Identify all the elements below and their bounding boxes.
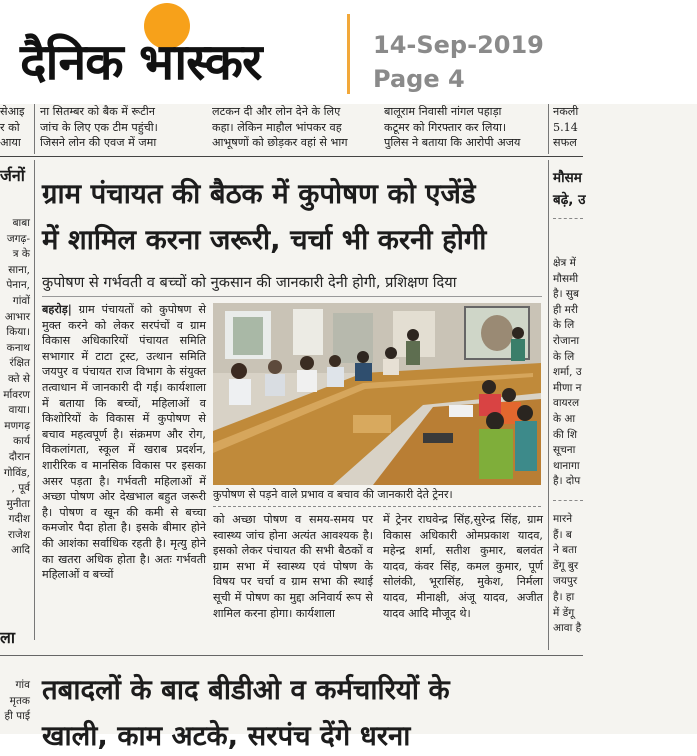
article-photo — [213, 303, 541, 485]
right-column-heading-1: मौसम — [553, 170, 582, 186]
column-rule — [34, 104, 35, 154]
bottom-story-headline-line-2: खाली, काम अटके, सरपंच देंगे धरना — [42, 720, 411, 752]
column-rule — [548, 104, 549, 154]
right-column-text-2: मारने हैं। ब ने बता डेंगू बुर जयपुर है। हा में डेंगू आवा है — [553, 513, 582, 635]
column-rule — [548, 160, 549, 650]
right-column-rule — [553, 500, 583, 501]
article-headline-line-2: में शामिल करना जरूरी, चर्चा भी करनी होगी — [42, 224, 487, 256]
left-column-text: बाबा जगढ़- त्र के साना, पेनान, गांवों आभार किया। कनाथ रंक्षित क्ते से र्मावरण वाया। मणगढ़ कार्य दौरान गोविंड, , पूर्व मुनीता गदीश राजेश आदि — [3, 217, 30, 557]
article-column-3: में ट्रेनर राघवेन्द्र सिंह,सुरेन्द्र सिंह, ग्राम विकास अधिकारी ओमप्रकाश यादव, महेन्द्र शर्मा, सतीश कुमार, बलवंत यादव, कंवर सिंह, कमल कुमार, पूर्ण सोलंकी, भूरासिंह, मुकेश, निर्मला यादव, मीनाक्षी, अंजू यादव, अजीत यादव आदि मौजूद थे। — [383, 513, 543, 620]
edition-date: 14-Sep-2019 — [373, 31, 544, 59]
left-column-heading: र्जनों — [0, 166, 25, 185]
subhead-rule — [42, 296, 542, 297]
section-rule — [0, 655, 583, 656]
masthead — [0, 0, 697, 104]
right-column-text: क्षेत्र में मौसमी है। सुब ही मरी के लि रोजाना के लि शर्मा, उ मीणा न वायरल के आ की शि सूचना थानागा है। दोप — [553, 257, 582, 488]
top-strip-col-5: नकली 5.14 सफल — [553, 105, 579, 150]
page-number: Page 4 — [373, 65, 465, 93]
newspaper-page — [0, 104, 697, 752]
right-column-rule — [553, 218, 583, 219]
article-subheadline: कुपोषण से गर्भवती व बच्चों को नुकसान की जानकारी देनी होगी, प्रशिक्षण दिया — [42, 274, 457, 291]
top-strip-col-1: सेआइ र को आया — [0, 105, 25, 150]
article-column-2: को अच्छा पोषण व समय-समय पर स्वास्थ्य जांच होना अत्यंत आवश्यक है। इसको लेकर पंचायत की सभी बैठकों व ग्राम सभा में स्वास्थ्य एवं पोषण के विषय पर चर्चा व ग्राम सभा की स्थाई सूची में पोषण का मुद्दा अनिवार्य रूप से शामिल करना होगा। कार्यशाला — [213, 513, 373, 620]
section-rule — [0, 156, 583, 157]
top-strip-col-3: लटकन दी और लोन देने के लिए कहा। लेकिन माहौल भांपकर वह आभूषणों को छोड़कर वहां से भाग — [212, 105, 348, 150]
article-dateline: बहरोड़| — [42, 302, 72, 316]
right-column-heading-2: बढ़े, उ — [553, 192, 586, 208]
masthead-divider — [347, 14, 350, 94]
article-headline-line-1: ग्राम पंचायत की बैठक में कुपोषण को एजेंडे — [42, 178, 476, 210]
top-strip-col-4: बालूराम निवासी नांगल पहाड़ा कटूमर को गिरफ्तार कर लिया। पुलिस ने बताया कि आरोपी अजय — [384, 105, 521, 150]
article-column-1 — [42, 302, 206, 650]
top-strip-col-2: ना सितम्बर को बैक में रूटीन जांच के लिए एक टीम पहुंची। जिसने लोन की एवज में जमा — [40, 105, 158, 150]
newspaper-logo: दैनिक भास्कर — [20, 33, 262, 91]
article-column-1-text: ग्राम पंचायतों को कुपोषण से मुक्त करने को लेकर सरपंचों व ग्राम विकास अधिकारियों पंचायत समिति सभागार में टाटा ट्रस्ट, उत्थान समिति जयपुर व पंचायत राज विभाग के संयुक्त तत्वाधान में जानकारी दी गई। कार्यशाला में बताया कि बच्चों, महिलाओं व किशोरियों के विकास में कुपोषण से बचाव महत्वपूर्ण है। संक्रमण और रोग, विकलांगता, स्कूल में खराब प्रदर्शन, शारीरिक व मानसिक विकास पर इसका असर पड़ता है। गर्भवती महिलाओं में अच्छा पोषण ओर देखभाल बहुत जरूरी है। पोषण व खून की कमी से बच्चा कमजोर पैदा होता है। इसके बीमार होने की आशंका सर्वाधिक रहती है। मृत्यु होने का खतरा अधिक होता है। अतः गर्भवती महिलाओं व बच्चों — [42, 303, 206, 582]
left-bottom-text: गांव मृतक ही पाई — [4, 679, 30, 723]
bottom-story-headline-line-1: तबादलों के बाद बीडीओ व कर्मचारियों के — [42, 674, 450, 706]
photo-caption: कुपोषण से पड़ने वाले प्रभाव व बचाव की जानकारी देते ट्रेनर। — [213, 488, 453, 501]
column-rule — [34, 160, 35, 640]
left-bottom-heading: ला — [0, 628, 15, 647]
caption-rule — [213, 506, 541, 507]
